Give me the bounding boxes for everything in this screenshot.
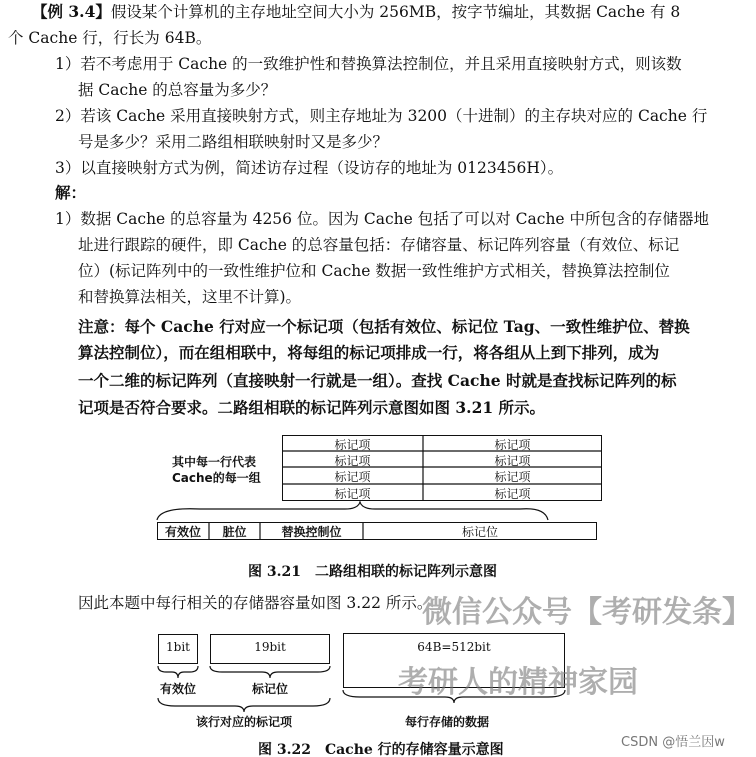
question-2: 2）若该 Cache 采用直接映射方式，则主存地址为 3200（十进制）的主存块对应的 Cache 行: [55, 107, 708, 125]
data-size: 64B=512bit: [417, 640, 491, 654]
tag-entry: 标记项: [494, 438, 531, 452]
question-1: 1）若不考虑用于 Cache 的一致维护性和替换算法控制位，并且采用直接映射方式，则该数: [55, 55, 682, 73]
example-text: 假设某个计算机的主存地址空间大小为 256MB，按字节编址，其数据 Cache 有 8: [110, 3, 681, 21]
csdn-watermark: CSDN @悟兰因w: [621, 735, 725, 750]
question-1-cont: 据 Cache 的总容量为多少？: [78, 81, 277, 99]
line-data-label: 每行存储的数据: [405, 715, 490, 729]
example-line-2: 个 Cache 行，行长为 64B。: [8, 29, 212, 47]
field-dirty: 脏位: [222, 525, 247, 539]
fig321-side-label: 其中每一行代表: [172, 455, 257, 469]
tag-entry: 标记项: [494, 487, 531, 501]
note-line: 注意：每个 Cache 行对应一个标记项（包括有效位、标记位 Tag、一致性维护位、替换: [78, 317, 690, 336]
valid-bit-size: 1bit: [166, 640, 190, 654]
answer-1-cont: 位）(标记阵列中的一致性维护位和 Cache 数据一致性维护方式相关，替换算法控制位: [78, 262, 670, 280]
tag-entry: 标记项: [334, 454, 371, 468]
tag-entry: 标记项: [494, 470, 531, 484]
question-3: 3）以直接映射方式为例，简述访存过程（设访存的地址为 0123456H）。: [55, 159, 564, 177]
watermark-line-2: 考研人的精神家园: [398, 665, 638, 700]
note-line: 记项是否符合要求。二路组相联的标记阵列示意图如图 3.21 所示。: [78, 398, 546, 417]
answer-1: 1）数据 Cache 的总容量为 4256 位。因为 Cache 包括了可以对 Cache 中所包含的存储器地: [55, 210, 710, 228]
tag-entry: 标记项: [334, 487, 371, 501]
figure-3-21-caption: 图 3.21 二路组相联的标记阵列示意图: [248, 564, 497, 580]
tag-entry: 标记项: [494, 454, 531, 468]
field-tag: 标记位: [461, 525, 498, 539]
tag-bits-size: 19bit: [254, 640, 286, 654]
tag-entry: 标记项: [334, 438, 371, 452]
watermark-line-1: 微信公众号【考研发条】: [422, 595, 752, 630]
tag-entry-label: 该行对应的标记项: [196, 715, 293, 729]
example-heading: 【例 3.4】: [32, 2, 111, 21]
question-2-cont: 号是多少？采用二路组相联映射时又是多少？: [78, 133, 389, 151]
tag-label: 标记位: [252, 682, 289, 696]
field-replace-control: 替换控制位: [281, 525, 342, 539]
tag-entry: 标记项: [334, 470, 371, 484]
note-line: 算法控制位），而在组相联中，将每组的标记项排成一行，将各组从上到下排列，成为: [78, 343, 660, 362]
valid-label: 有效位: [160, 682, 197, 696]
figure-3-22-caption: 图 3.22 Cache 行的存储容量示意图: [258, 742, 504, 757]
after-text: 因此本题中每行相关的存储器容量如图 3.22 所示。: [78, 594, 433, 612]
answer-label: 解：: [55, 183, 87, 202]
field-valid: 有效位: [164, 525, 201, 539]
note-line: 一个二维的标记阵列（直接映射一行就是一组）。查找 Cache 时就是查找标记阵列的标: [78, 371, 677, 390]
fig321-side-label: Cache的每一组: [172, 471, 261, 485]
answer-1-cont: 和替换算法相关，这里不计算)。: [78, 288, 302, 306]
answer-1-cont: 址进行跟踪的硬件，即 Cache 的总容量包括：存储容量、标记阵列容量（有效位、标记: [78, 236, 680, 254]
